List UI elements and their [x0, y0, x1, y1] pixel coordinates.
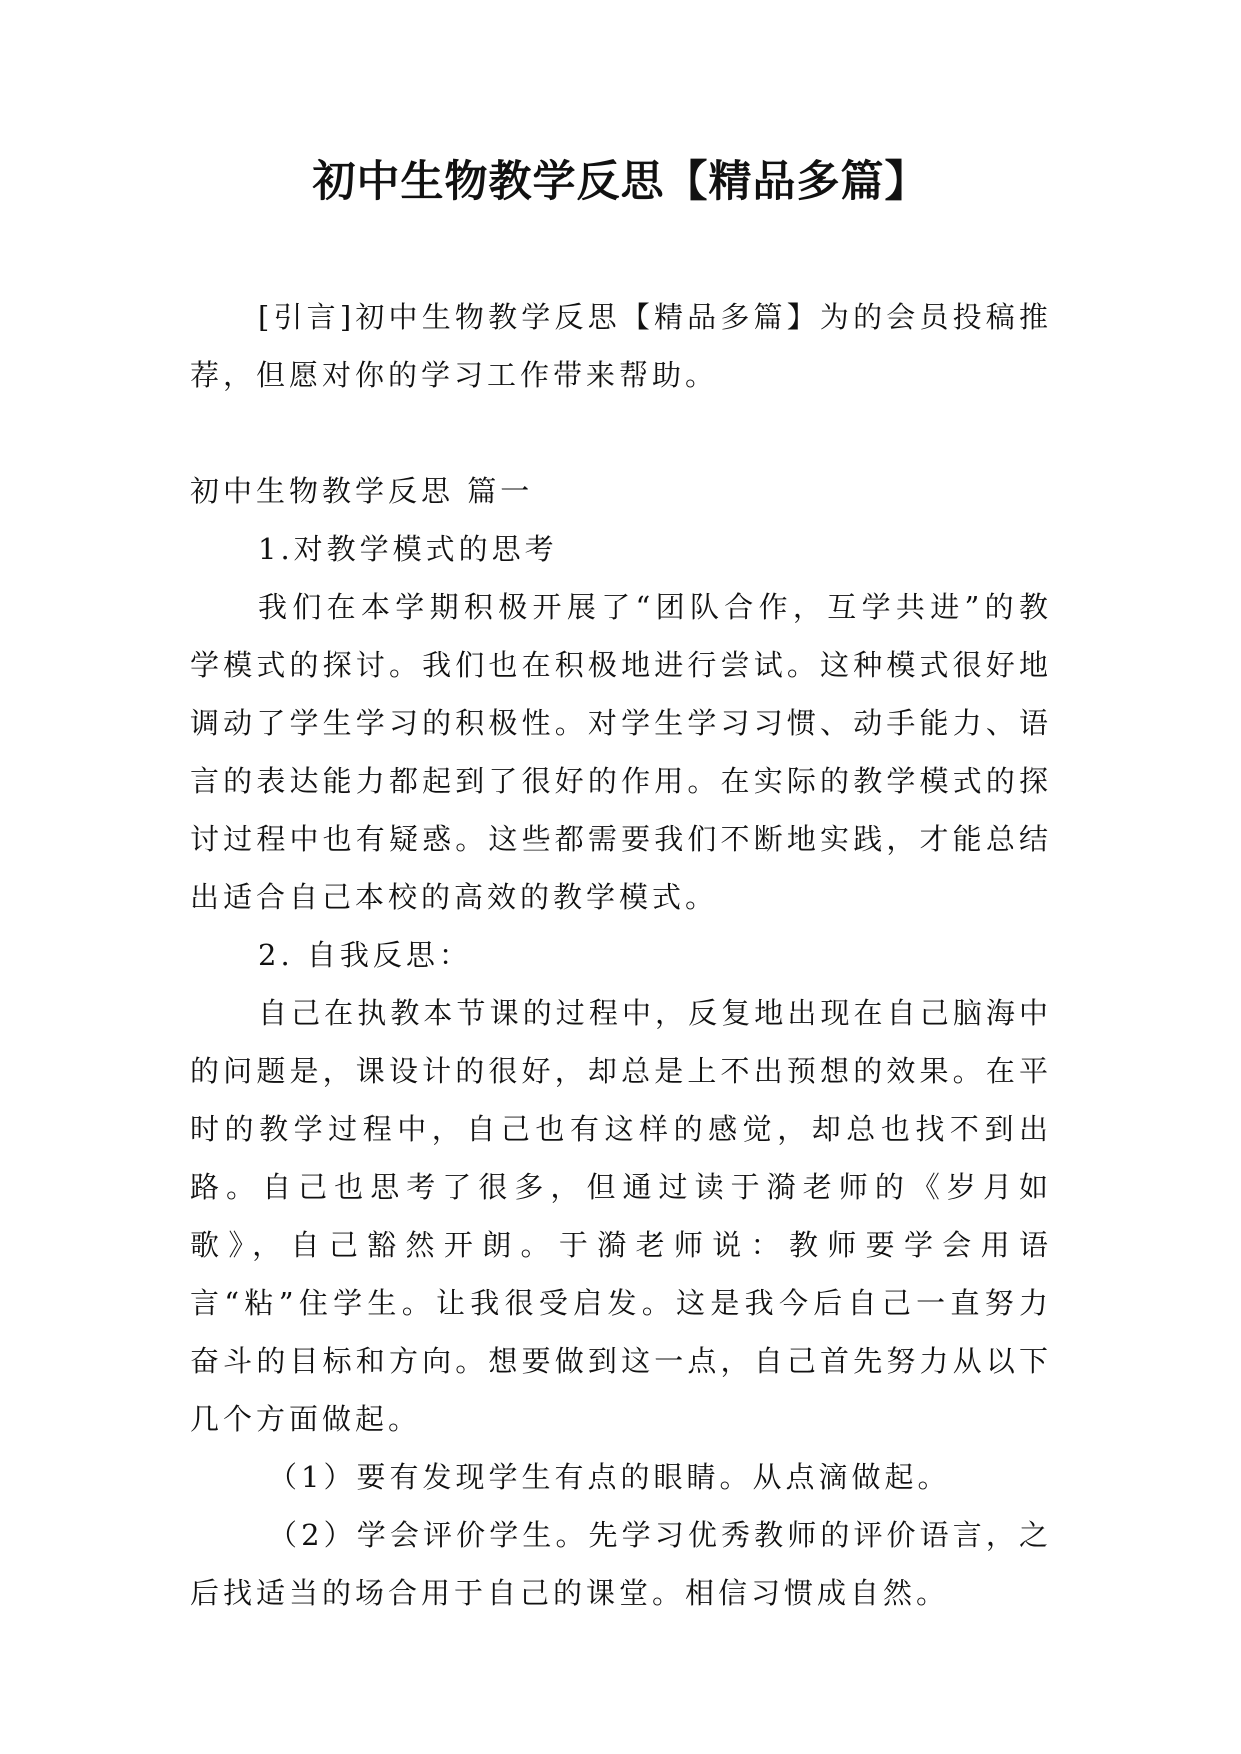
- list-item-2: （2）学会评价学生。先学习优秀教师的评价语言，之后找适当的场合用于自己的课堂。相信习惯成自然。: [190, 1518, 1052, 1610]
- section-heading: 初中生物教学反思 篇一: [190, 474, 534, 508]
- document-title: 初中生物教学反思【精品多篇】: [312, 157, 929, 207]
- spacer: [190, 404, 1052, 462]
- subheading-self-reflection: 2. 自我反思：: [258, 938, 472, 972]
- subheading-teaching-model: 1.对教学模式的思考: [258, 532, 558, 566]
- document-body: [190, 288, 1052, 1622]
- paragraph-self-reflection: 自己在执教本节课的过程中，反复地出现在自己脑海中的问题是，课设计的很好，却总是上不出预想的效果。在平时的教学过程中，自己也有这样的感觉，却总也找不到出路。自己也思考了很多，但通过读于漪老师的《岁月如歌》，自己豁然开朗。于漪老师说：教师要学会用语言“粘”住学生。让我很受启发。这是我今后自己一直努力奋斗的目标和方向。想要做到这一点，自己首先努力从以下几个方面做起。: [190, 996, 1052, 1436]
- list-item-1: （1）要有发现学生有点的眼睛。从点滴做起。: [268, 1460, 951, 1494]
- intro-paragraph: [引言]初中生物教学反思【精品多篇】为的会员投稿推荐，但愿对你的学习工作带来帮助。: [190, 300, 1052, 392]
- paragraph-teaching-model: 我们在本学期积极开展了“团队合作，互学共进”的教学模式的探讨。我们也在积极地进行尝试。这种模式很好地调动了学生学习的积极性。对学生学习习惯、动手能力、语言的表达能力都起到了很好的作用。在实际的教学模式的探讨过程中也有疑惑。这些都需要我们不断地实践，才能总结出适合自己本校的高效的教学模式。: [190, 590, 1052, 914]
